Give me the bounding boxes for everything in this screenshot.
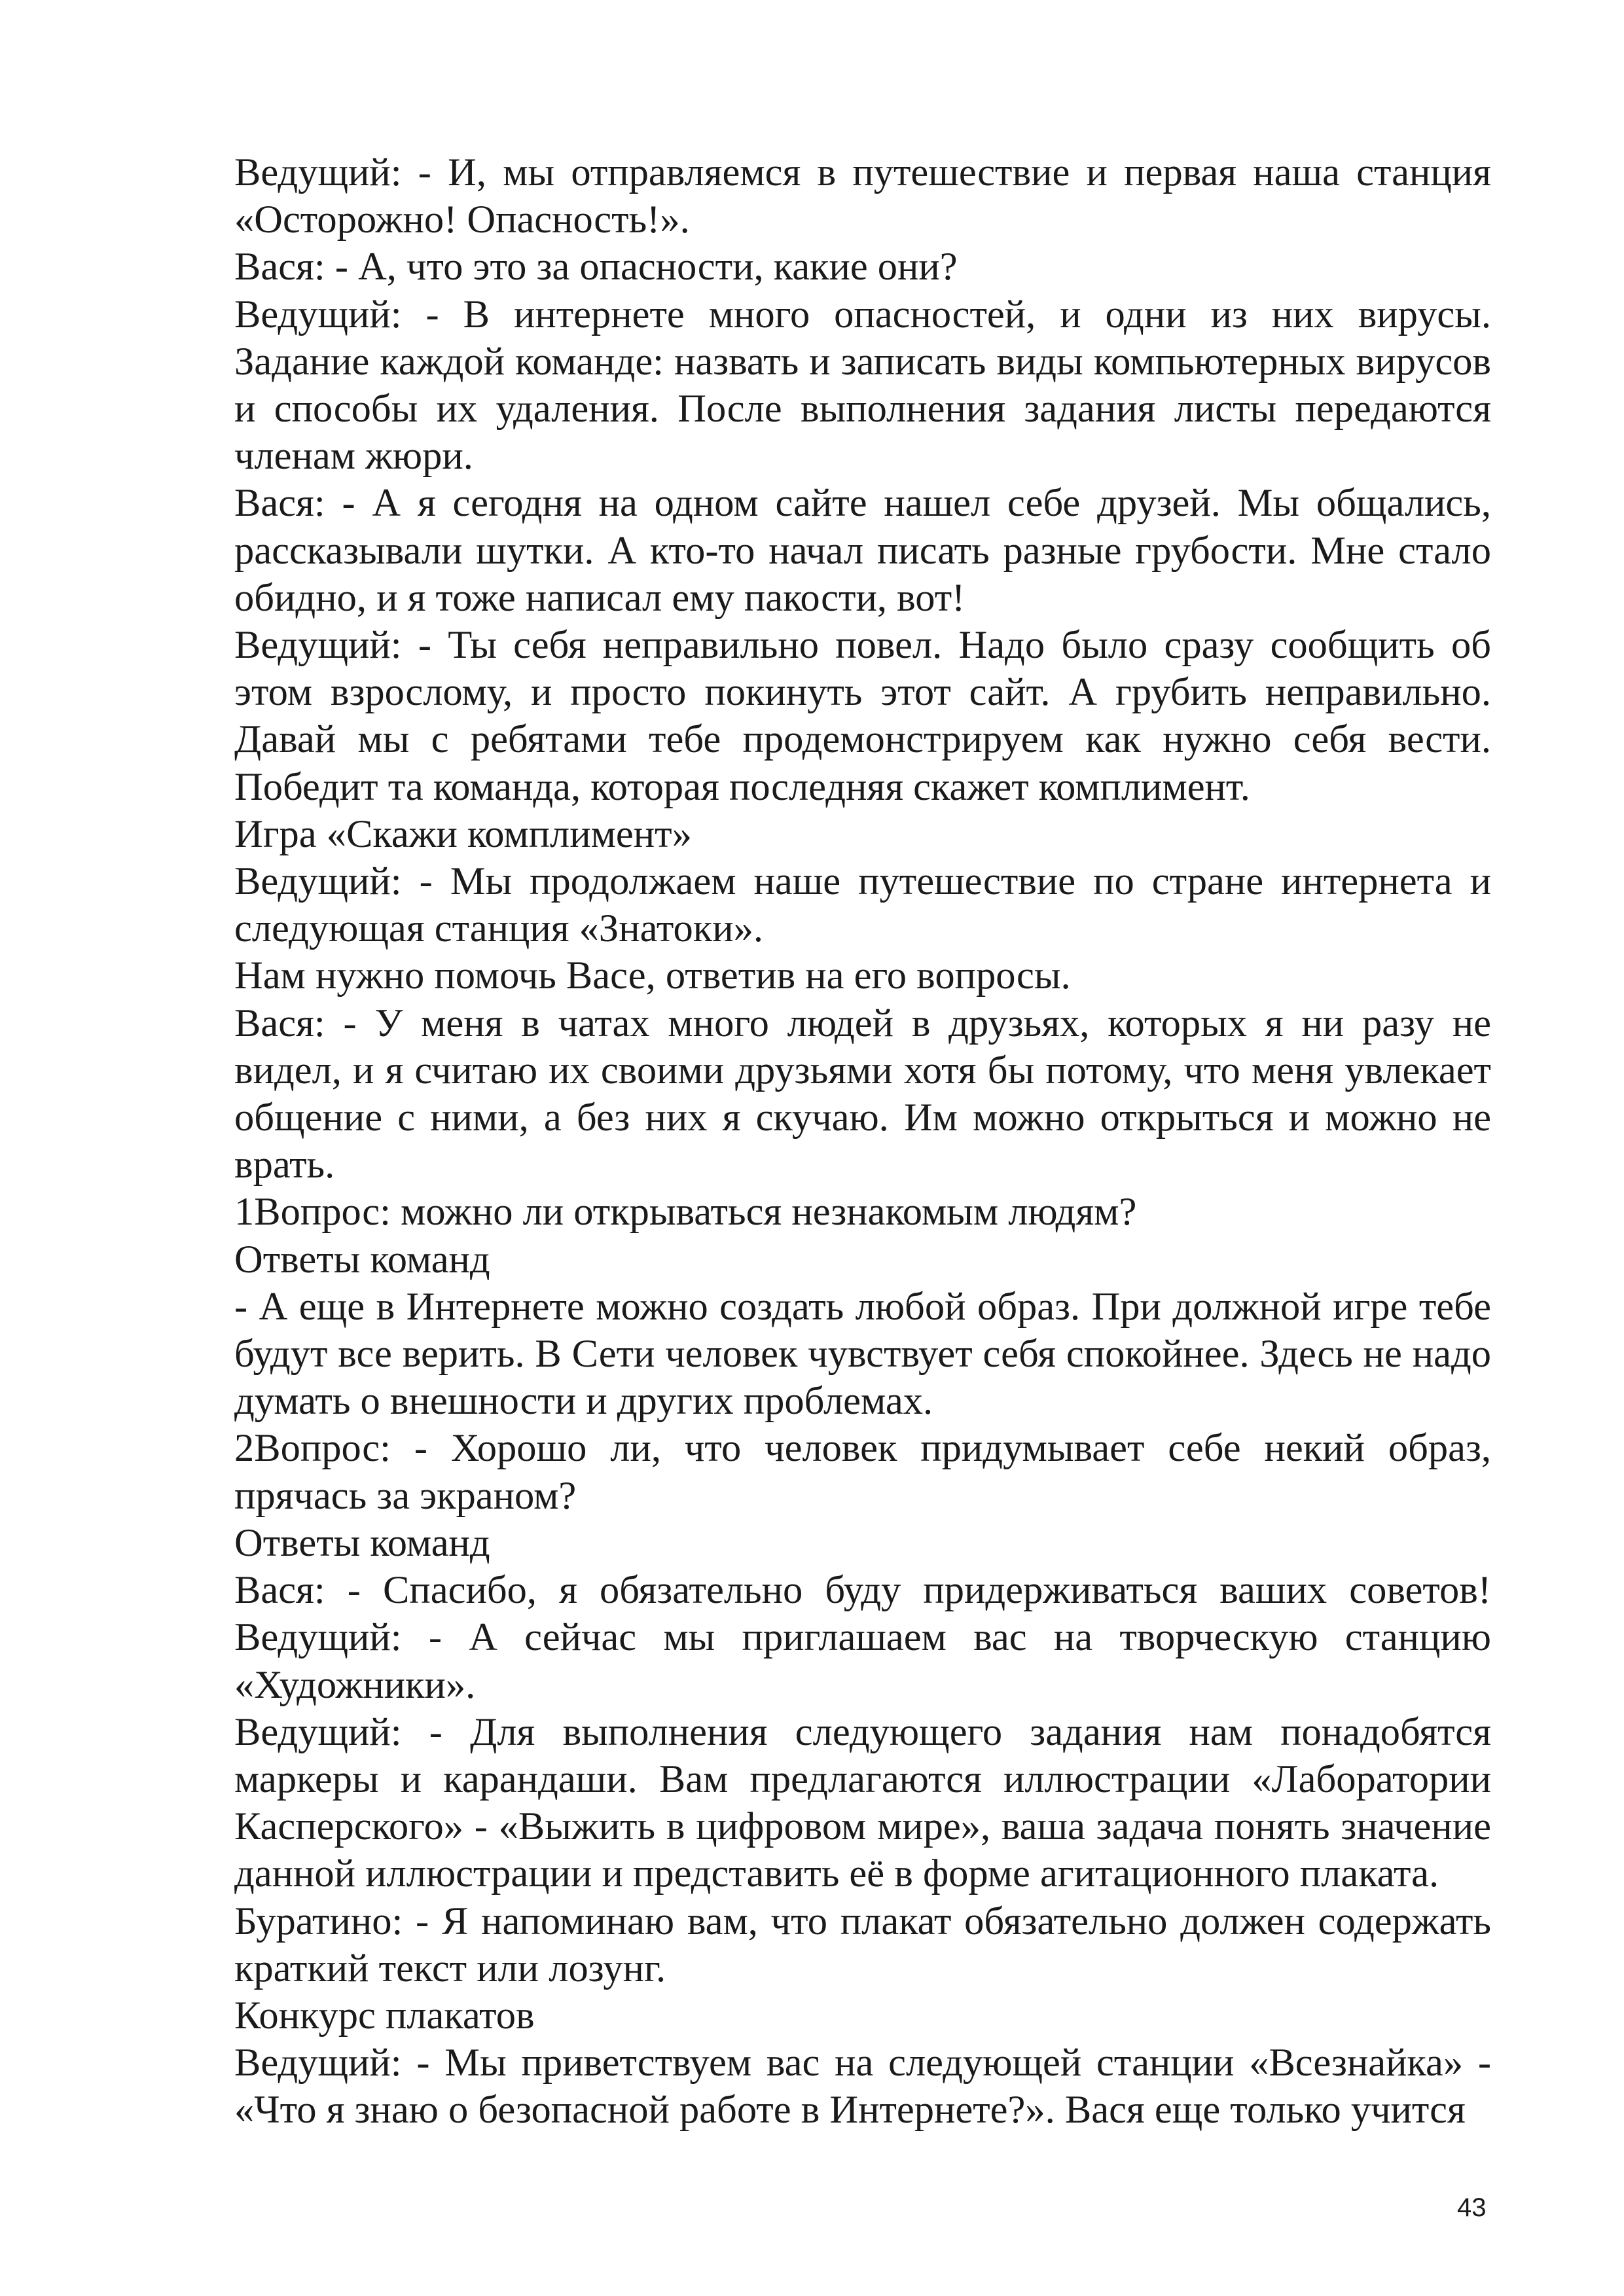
paragraph-question-1: 1Вопрос: можно ли открываться незнакомым людям? [234, 1190, 1137, 1234]
paragraph-vasya-chat-friends: Вася: - У меня в чатах много людей в друзьях, которых я ни разу не видел, и я считаю их своими друзьями хотя бы потому, что меня увлекает общение с ними, а без них я скучаю. Им можно открыться и можно не врать. [234, 1001, 1491, 1187]
paragraph-internet-image: - А еще в Интернете можно создать любой образ. При должной игре тебе будут все верить. В Сети человек чувствует себя спокойнее. Здесь не надо думать о внешности и других проблемах. [234, 1284, 1491, 1424]
page-number: 43 [1457, 2193, 1487, 2222]
paragraph-host-behavior-advice: Ведущий: - Ты себя неправильно повел. Надо было сразу сообщить об этом взрослому, и просто покинуть этот сайт. А грубить неправильно. Давай мы с ребятами тебе продемонстрируем как нужно себя вести. Победит та команда, которая последняя скажет комплимент. [234, 623, 1491, 809]
document-body [234, 149, 1491, 2134]
paragraph-question-2: 2Вопрос: - Хорошо ли, что человек придумывает себе некий образ, прячась за экраном? [234, 1426, 1491, 1518]
paragraph-team-answers-1: Ответы команд [234, 1237, 490, 1282]
paragraph-buratino-reminder: Буратино: - Я напоминаю вам, что плакат обязательно должен содержать краткий текст или лозунг. [234, 1899, 1491, 1990]
paragraph-host-viruses-task: Ведущий: - В интернете много опасностей, и одни из них вирусы. Задание каждой команде: назвать и записать виды компьютерных вирусов и способы их удаления. После выполнения задания листы передаются членам жюри. [234, 292, 1491, 478]
paragraph-artists-station: Вася: - Спасибо, я обязательно буду придерживаться ваших советов! Ведущий: - А сейчас мы приглашаем вас на творческую станцию «Художники». [234, 1568, 1491, 1707]
paragraph-team-answers-2: Ответы команд [234, 1520, 490, 1565]
paragraph-compliment-game: Игра «Скажи комплимент» [234, 812, 692, 856]
paragraph-poster-task: Ведущий: - Для выполнения следующего задания нам понадобятся маркеры и карандаши. Вам предлагаются иллюстрации «Лаборатории Касперского» - «Выжить в цифровом мире», ваша задача понять значение данной иллюстрации и представить её в форме агитационного плаката. [234, 1710, 1491, 1896]
paragraph-know-it-all-station: Ведущий: - Мы приветствуем вас на следующей станции «Всезнайка» - «Что я знаю о безопасной работе в Интернете?». Вася еще только учится [234, 2041, 1491, 2132]
paragraph-vasya-question-dangers: Вася: - А, что это за опасности, какие они? [234, 245, 958, 289]
paragraph-station-danger-intro: Ведущий: - И, мы отправляемся в путешествие и первая наша станция «Осторожно! Опасность!». [234, 151, 1491, 242]
paragraph-poster-contest: Конкурс плакатов [234, 1993, 535, 2037]
paragraph-host-experts-station: Ведущий: - Мы продолжаем наше путешествие по стране интернета и следующая станция «Знатоки». [234, 859, 1491, 951]
paragraph-vasya-online-friends: Вася: - А я сегодня на одном сайте нашел себе друзей. Мы общались, рассказывали шутки. А кто-то начал писать разные грубости. Мне стало обидно, и я тоже написал ему пакости, вот! [234, 481, 1491, 620]
paragraph-help-vasya: Нам нужно помочь Васе, ответив на его вопросы. [234, 954, 1071, 998]
